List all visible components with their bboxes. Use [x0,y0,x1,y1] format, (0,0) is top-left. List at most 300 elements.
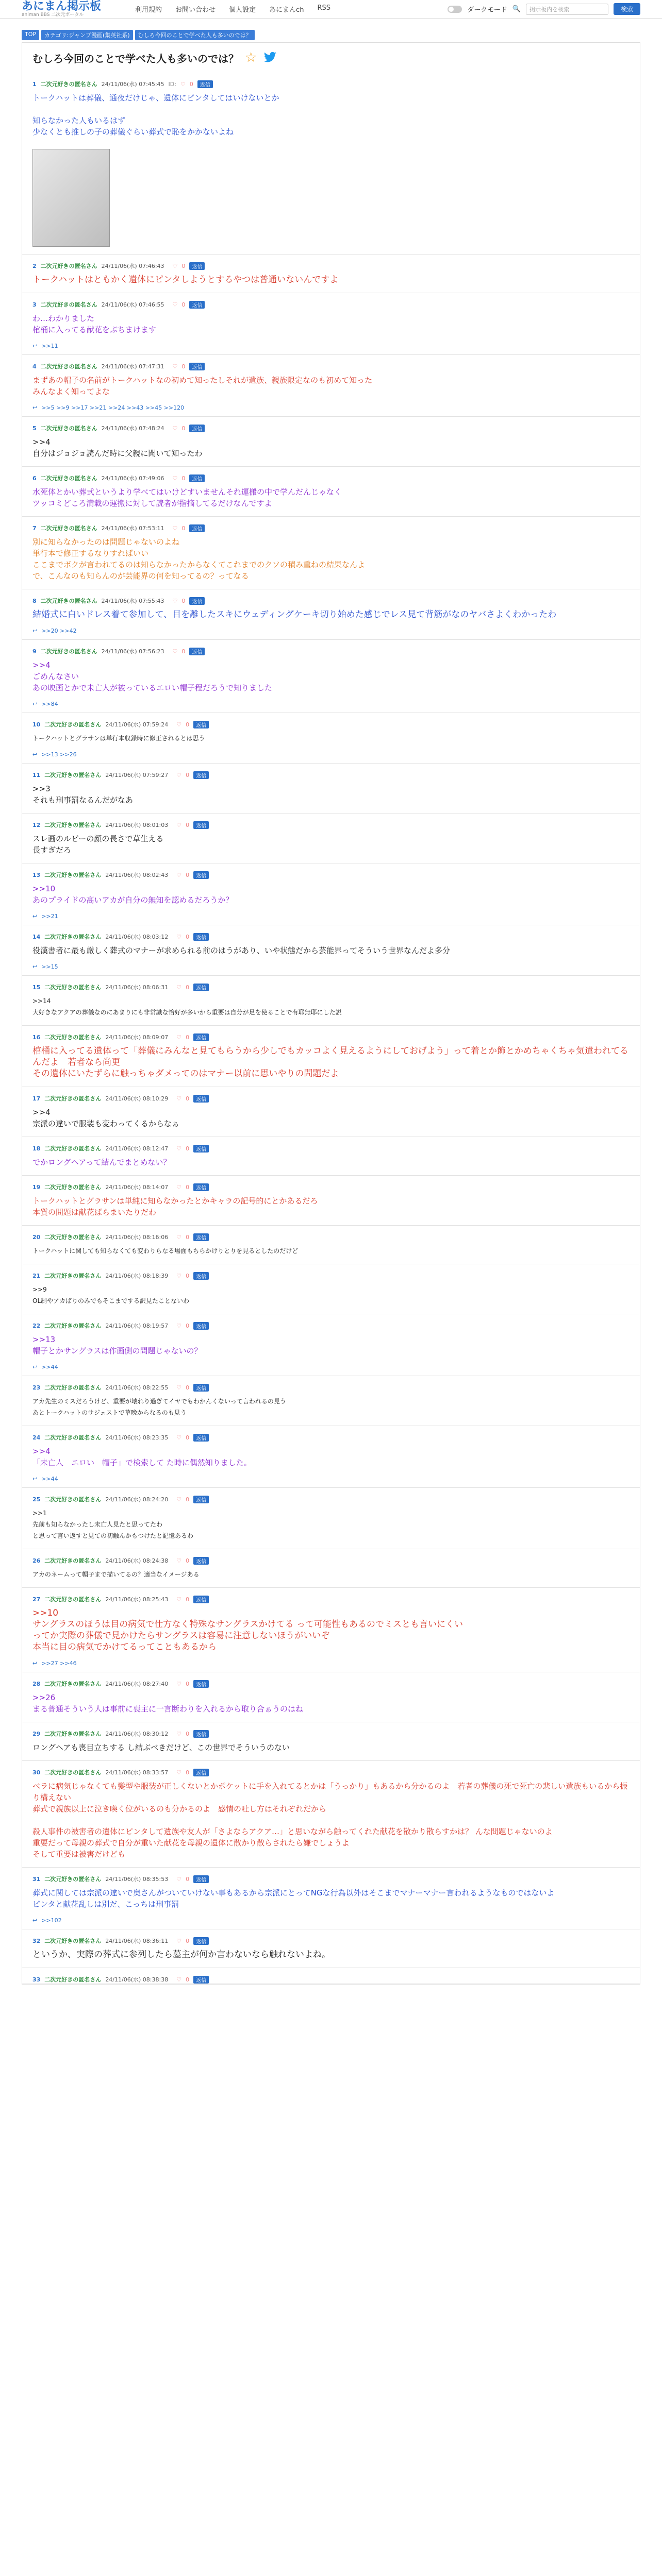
post-date: 24/11/06(水) 08:10:29 [105,1095,169,1102]
poster-name: 二次元好きの匿名さん [44,1323,102,1329]
post-number[interactable]: 33 [32,1976,41,1983]
post-body: 別に知らなかったのは問題じゃないのよね 単行本で修正するなりすればいい ここまでボクが言われてるのは知らなかったからなくてこれまでのクソの積み重ねの結果なんよ で、こんなのも知らんのが芸能界の何を知ってるの？ってなる [32,537,366,581]
reply-links[interactable] [32,1364,630,1376]
like-heart-icon[interactable]: ♡ [172,301,178,308]
like-count: 0 [186,1937,190,1944]
post-body: >>3 それも刑事罰なるんだがなあ [32,784,134,805]
like-heart-icon[interactable]: ♡ [172,425,178,432]
reply-link-list[interactable]: >>84 [41,701,58,707]
post-item [22,597,640,640]
site-header [0,0,662,19]
post-header [32,424,630,432]
poster-name: 二次元好きの匿名さん [44,721,102,728]
post-number[interactable]: 14 [32,933,41,940]
nav-terms[interactable]: 利用規約 [135,6,162,14]
poster-name: 二次元好きの匿名さん [44,872,102,878]
poster-name: 二次元好きの匿名さん [40,475,97,482]
post-item [22,983,640,1026]
post-number[interactable]: 29 [32,1730,41,1737]
poster-name: 二次元好きの匿名さん [44,1234,102,1241]
reply-link-list[interactable]: >>15 [41,963,58,970]
like-heart-icon[interactable]: ♡ [176,1769,182,1776]
post-date: 24/11/06(水) 07:46:55 [101,301,164,308]
like-count: 0 [186,1680,190,1687]
like-heart-icon[interactable]: ♡ [172,363,178,370]
post-number[interactable]: 21 [32,1272,41,1279]
like-count: 0 [186,1384,190,1391]
like-heart-icon[interactable]: ♡ [176,771,182,778]
reply-button[interactable]: 返信 [189,262,205,270]
like-heart-icon[interactable]: ♡ [172,474,178,482]
post-header [32,474,630,482]
post-header [32,1595,630,1603]
reply-icon: ↩ [32,913,38,920]
post-number[interactable]: 3 [32,301,37,308]
post-number[interactable]: 16 [32,1033,41,1041]
reply-link-list[interactable]: >>13 >>26 [41,751,77,758]
like-heart-icon[interactable]: ♡ [176,1322,182,1329]
like-heart-icon[interactable]: ♡ [172,524,178,532]
post-number[interactable]: 5 [32,425,37,432]
reply-button[interactable]: 返信 [193,1145,209,1153]
reply-button[interactable]: 返信 [193,1272,209,1280]
post-number[interactable]: 32 [32,1937,41,1944]
post-number[interactable]: 30 [32,1769,41,1776]
poster-name: 二次元好きの匿名さん [44,1681,102,1687]
poster-name: 二次元好きの匿名さん [44,772,102,778]
reply-button[interactable]: 返信 [193,1730,209,1738]
post-number[interactable]: 1 [32,80,37,88]
post-body: 葬式に関しては宗派の違いで奥さんがついていけない事もあるから宗派にとってNGな行為以外はそこまでマナーマナー言われるようなものではないよ ピンタと献花乱しは別だ、こっちは刑事罰 [32,1888,555,1909]
poster-name: 二次元好きの匿名さん [44,1273,102,1279]
reply-button[interactable]: 返信 [193,1937,209,1945]
post-number[interactable]: 17 [32,1095,41,1102]
post-item [22,1495,640,1549]
post-header [32,1033,630,1041]
post-item [22,1556,640,1588]
post-item [22,647,640,713]
post-header [32,720,630,728]
post-header [32,1144,630,1153]
post-body: >>1 先前も知らなかったし未亡人見たと思ってたわ と思って言い返すと見ての初触んかもつけたと記憶あるわ [32,1510,194,1539]
reply-button[interactable]: 返信 [193,1557,209,1565]
nav-contact[interactable]: お問い合わせ [175,6,216,14]
like-count: 0 [186,1033,190,1041]
post-body: >>26 まる普通そういう人は事前に喪主に一言断わりを入れるから取り合ぁうのはね [32,1693,304,1714]
post-item [22,1433,640,1488]
search-input[interactable]: 掲示板内を検索 [526,4,608,15]
post-number[interactable]: 27 [32,1596,41,1603]
post-number[interactable]: 15 [32,984,41,991]
like-heart-icon[interactable]: ♡ [172,262,178,269]
post-date: 24/11/06(水) 08:14:07 [105,1184,169,1191]
post-header [32,821,630,829]
post-body: アカのネームって帽子まで描いてるの？適当なイメージある [32,1571,200,1578]
like-heart-icon[interactable]: ♡ [176,1434,182,1441]
post-item [22,1321,640,1376]
post-date: 24/11/06(水) 08:12:47 [105,1145,169,1152]
reply-button[interactable]: 返信 [193,1033,209,1041]
reply-link-list[interactable]: >>5 >>9 >>17 >>21 >>24 >>43 >>45 >>120 [41,404,185,411]
like-heart-icon[interactable]: ♡ [176,1233,182,1241]
post-number[interactable]: 11 [32,771,41,778]
post-item [22,821,640,863]
logo-title[interactable]: あにまん掲示板 [22,0,102,13]
post-item [22,424,640,467]
reply-button[interactable]: 返信 [193,1875,209,1883]
like-count: 0 [181,262,186,269]
post-header [32,1975,630,1984]
post-date: 24/11/06(水) 08:24:38 [105,1557,169,1564]
post-number[interactable]: 19 [32,1183,41,1191]
reply-button[interactable]: 返信 [193,821,209,829]
thread-title-row [22,43,640,73]
post-number[interactable]: 24 [32,1434,41,1441]
nav-rss[interactable]: RSS [317,4,330,12]
reply-links[interactable] [32,751,630,763]
like-heart-icon[interactable]: ♡ [172,597,178,604]
post-date: 24/11/06(水) 08:30:12 [105,1731,169,1737]
like-count: 0 [186,933,190,940]
post-date: 24/11/06(水) 08:16:06 [105,1234,169,1241]
post-body: >>4 「未亡人 エロい 帽子」で検索して た時に偶然知りました。 [32,1447,252,1467]
post-header [32,1875,630,1883]
reply-button[interactable]: 返信 [193,1596,209,1603]
reply-button[interactable]: 返信 [193,1322,209,1330]
like-heart-icon[interactable]: ♡ [176,871,182,878]
post-header [32,1094,630,1103]
post-body: わ…わかりました 棺桶に入ってる献花をぶちまけます [32,314,157,334]
post-number[interactable]: 20 [32,1233,41,1241]
post-item [22,1183,640,1226]
like-heart-icon[interactable]: ♡ [176,933,182,940]
post-number[interactable]: 23 [32,1384,41,1391]
like-count: 0 [186,1145,190,1152]
like-count: 0 [186,1976,190,1983]
post-header [32,983,630,991]
search-button[interactable]: 検索 [614,3,640,15]
breadcrumb-thread[interactable]: むしろ今回のことで学べた人も多いのでは？ [135,30,255,40]
page-title: むしろ今回のことで学べた人も多いのでは？ [32,52,239,65]
reply-button[interactable]: 返信 [189,425,205,432]
reply-links[interactable] [32,701,630,713]
reply-link-list[interactable]: >>44 [41,1476,58,1482]
reply-button[interactable]: 返信 [193,1095,209,1103]
post-item [22,1144,640,1176]
like-heart-icon[interactable]: ♡ [176,1384,182,1391]
post-number[interactable]: 4 [32,363,37,370]
post-header [32,1433,630,1442]
post-header [32,1183,630,1191]
like-heart-icon[interactable]: ♡ [176,1557,182,1564]
post-date: 24/11/06(水) 08:06:31 [105,984,169,991]
reply-link-list[interactable]: >>20 >>42 [41,628,77,634]
like-heart-icon[interactable]: ♡ [176,721,182,728]
breadcrumb-top[interactable]: TOP [22,30,39,40]
reply-button[interactable]: 返信 [189,474,205,482]
site-logo[interactable] [22,1,125,18]
post-body: >>14 大好きなアクアの葬儀なのにあまりにも非常識な恰好が多いから重要は自分が足を使ることで有耶無耶にした説 [32,997,342,1016]
post-item [22,771,640,814]
post-number[interactable]: 28 [32,1680,41,1687]
post-header [32,597,630,605]
poster-name: 二次元好きの匿名さん [44,1384,102,1391]
post-body: トークハットはともかく遺体にピンタしようとするやつは普通いないんですよ [32,275,339,285]
like-count: 0 [186,1496,190,1503]
post-date: 24/11/06(水) 07:48:24 [101,425,164,432]
poster-name: 二次元好きの匿名さん [40,648,97,655]
reply-button[interactable]: 返信 [189,363,205,370]
post-number[interactable]: 7 [32,524,37,532]
post-number[interactable]: 26 [32,1557,41,1564]
poster-name: 二次元好きの匿名さん [40,301,97,308]
reply-links[interactable] [32,1476,630,1487]
post-image[interactable] [32,149,110,247]
post-item [22,80,640,255]
post-header [32,1937,630,1945]
post-item [22,1233,640,1264]
like-count: 0 [186,1183,190,1191]
post-number[interactable]: 8 [32,597,37,604]
reply-button[interactable]: 返信 [189,648,205,655]
reply-button[interactable]: 返信 [193,1496,209,1503]
favorite-star-icon[interactable]: ☆ [245,50,257,65]
post-body: まずあの帽子の名前がトークハットなの初めて知ったしそれが遺族、親族限定なのも初めて知った みんなよく知ってよな [32,376,373,396]
poster-name: 二次元好きの匿名さん [40,263,97,269]
post-item [22,933,640,976]
post-body: 棺桶に入ってる遺体って「葬儀にみんなと見てもらうから少しでもカッコよく見えるようにしておげよう」って着とか飾とかめちゃくちゃ気遣われてるんだよ 若者なら尚更 その遺体にいたずらに触っちゃダメってのはマナー以前に思いやりの問題だよ [32,1046,628,1079]
poster-name: 二次元好きの匿名さん [44,1145,102,1152]
logo-subtitle: animan BBS 二次元ポータル [22,12,84,18]
post-body: ロングヘアも喪目立ちする し結ぶべきだけど、この世界でそういうのない [32,1743,290,1752]
post-header [32,933,630,941]
like-count: 0 [186,1769,190,1776]
reply-link-list[interactable]: >>27 >>46 [41,1660,77,1667]
reply-links[interactable] [32,1660,630,1672]
post-header [32,1272,630,1280]
post-header [32,1730,630,1738]
post-item [22,1272,640,1314]
reply-button[interactable]: 返信 [193,871,209,879]
reply-button[interactable]: 返信 [193,1384,209,1392]
reply-button[interactable]: 返信 [193,1976,209,1984]
post-date: 24/11/06(水) 07:55:43 [101,598,164,604]
post-header [32,262,630,270]
post-item [22,871,640,925]
reply-button[interactable]: 返信 [193,1183,209,1191]
reply-button[interactable]: 返信 [193,721,209,728]
like-count: 0 [189,80,193,88]
post-number[interactable]: 25 [32,1496,41,1503]
post-date: 24/11/06(水) 07:46:43 [101,263,164,269]
like-count: 0 [181,425,186,432]
post-header [32,1321,630,1330]
post-date: 24/11/06(水) 08:19:57 [105,1323,169,1329]
reply-icon: ↩ [32,751,38,758]
reply-button[interactable]: 返信 [193,1434,209,1442]
post-item [22,1975,640,1984]
reply-link-list[interactable]: >>11 [41,343,58,349]
reply-link-list[interactable]: >>21 [41,913,58,920]
reply-links[interactable] [32,963,630,975]
post-number[interactable]: 13 [32,871,41,878]
post-header [32,362,630,370]
post-date: 24/11/06(水) 08:38:38 [105,1976,169,1983]
reply-button[interactable]: 返信 [193,933,209,941]
post-header [32,1233,630,1241]
reply-icon: ↩ [32,1660,38,1667]
post-date: 24/11/06(水) 08:33:57 [105,1769,169,1776]
reply-button[interactable]: 返信 [193,1233,209,1241]
like-heart-icon[interactable]: ♡ [176,821,182,828]
post-item [22,1680,640,1722]
post-body: 役漢書者に最も厳しく葬式のマナーが求められる前のはうがあり、いや状態だから芸能界ってそういう世界なんだよ多分 [32,946,451,955]
like-heart-icon[interactable]: ♡ [176,1937,182,1944]
post-body: というか、実際の葬式に参列したら墓主が何か言わないなら触れないよね。 [32,1950,330,1960]
post-date: 24/11/06(水) 08:27:40 [105,1681,169,1687]
post-header [32,771,630,779]
poster-name: 二次元好きの匿名さん [44,1184,102,1191]
post-number[interactable]: 6 [32,474,37,482]
thread-container [22,42,640,1985]
reply-link-list[interactable]: >>44 [41,1364,58,1370]
reply-links[interactable] [32,343,630,354]
like-heart-icon[interactable]: ♡ [176,1730,182,1737]
like-count: 0 [186,1557,190,1564]
post-body: トークハットとグラサンは単純に知らなかったとかキャラの記号的にとかあるだろ 本質の問題は献花ばらまいたりだわ [32,1196,318,1217]
post-number[interactable]: 12 [32,821,41,828]
reply-button[interactable]: 返信 [189,301,205,309]
like-heart-icon[interactable]: ♡ [176,1095,182,1102]
post-header [32,871,630,879]
post-body: アカ先生のミスだろうけど、重要が壊れり過ぎてイヤでもわかんくないって言われるの見う あとトークハットのサジェストで草晩からなるのも見う [32,1398,286,1416]
like-count: 0 [186,1322,190,1329]
reply-links[interactable] [32,628,630,639]
post-header [32,1383,630,1392]
twitter-share-icon[interactable] [263,52,277,63]
post-body: トークハットは葬儀、通夜だけじゃ、遺体にピンタしてはいけないとか 知らなかった人もいるはず 少なくとも推しの子の葬儀ぐらい葬式で恥をかかないよね [32,93,279,137]
post-date: 24/11/06(水) 07:45:45 [101,81,164,88]
poster-name: 二次元好きの匿名さん [44,1976,102,1983]
poster-name: 二次元好きの匿名さん [44,822,102,828]
post-number[interactable]: 31 [32,1875,41,1883]
like-heart-icon[interactable]: ♡ [172,648,178,655]
like-count: 0 [186,721,190,728]
nav-animanch[interactable]: あにまんch [269,6,304,14]
post-body: >>10 サングラスのほうは目の病気で仕方なく特殊なサングラスかけてる って可能性もあるのでミスとも言いにくい ってか実際の葬儀で見かけたらサングラスは容易に注意しないほうがいいぞ 本当に目の病気でかけてるってこともあるから [32,1608,464,1652]
post-date: 24/11/06(水) 07:59:27 [105,772,169,778]
post-item [22,1875,640,1929]
dark-mode-toggle[interactable] [448,6,462,13]
like-heart-icon[interactable]: ♡ [176,1145,182,1152]
post-date: 24/11/06(水) 08:01:03 [105,822,169,828]
like-count: 0 [181,524,186,532]
like-heart-icon[interactable]: ♡ [176,1976,182,1983]
like-count: 0 [186,1730,190,1737]
post-header [32,1556,630,1565]
like-heart-icon[interactable]: ♡ [176,1033,182,1041]
reply-icon: ↩ [32,963,38,970]
reply-button[interactable]: 返信 [189,524,205,532]
nav-settings[interactable]: 個人設定 [229,6,256,14]
post-item [22,262,640,293]
post-number[interactable]: 18 [32,1145,41,1152]
header-right [448,3,640,15]
like-heart-icon[interactable]: ♡ [176,1183,182,1191]
reply-links[interactable] [32,1917,630,1929]
like-heart-icon[interactable]: ♡ [176,1596,182,1603]
like-heart-icon[interactable]: ♡ [176,1680,182,1687]
post-number[interactable]: 9 [32,648,37,655]
post-date: 24/11/06(水) 08:23:35 [105,1434,169,1441]
like-count: 0 [186,1596,190,1603]
reply-icon: ↩ [32,1364,38,1370]
post-number[interactable]: 2 [32,262,37,269]
post-list [22,80,640,1984]
poster-name: 二次元好きの匿名さん [44,1731,102,1737]
reply-icon: ↩ [32,1476,38,1482]
post-body: >>4 ごめんなさい あの映画とかで未亡人が被っているエロい帽子程だろうで知りました [32,660,273,692]
post-body: 水死体とかい葬式というより学べてはいけどすいませんそれ運搬の中で学んだんじゃなく ツッコミどころ満載の運搬に対して読者が指摘してるだけなんですよ [32,487,342,508]
like-count: 0 [186,984,190,991]
reply-button[interactable]: 返信 [193,984,209,991]
reply-button[interactable]: 返信 [189,597,205,605]
dark-mode-label: ダークモード [467,6,507,14]
post-date: 24/11/06(水) 08:22:55 [105,1384,169,1391]
post-date: 24/11/06(水) 07:49:06 [101,475,164,482]
poster-name: 二次元好きの匿名さん [44,1876,102,1883]
post-date: 24/11/06(水) 07:53:11 [101,525,164,532]
reply-link-list[interactable]: >>102 [41,1917,62,1924]
like-count: 0 [181,363,186,370]
like-heart-icon[interactable]: ♡ [176,984,182,991]
reply-links[interactable] [32,404,630,416]
like-count: 0 [186,821,190,828]
post-body: 結婚式に白いドレス着て参加して、目を離したスキにウェディングケーキ切り始めた感じでレス見て背筋がなのヤバさよくわかったわ [32,609,557,620]
post-number[interactable]: 22 [32,1322,41,1329]
post-item [22,1383,640,1426]
post-body: >>10 あのプライドの高いアカが自分の無知を認めるだろうか？ [32,884,234,905]
post-item [22,1937,640,1968]
post-item [22,720,640,764]
post-date: 24/11/06(水) 08:02:43 [105,872,169,878]
post-number[interactable]: 10 [32,721,41,728]
post-date: 24/11/06(水) 08:36:11 [105,1938,169,1944]
reply-button[interactable]: 返信 [193,771,209,779]
reply-button[interactable]: 返信 [193,1680,209,1688]
reply-icon: ↩ [32,404,38,411]
reply-links[interactable] [32,913,630,925]
like-count: 0 [186,871,190,878]
post-item [22,300,640,355]
breadcrumb-category[interactable]: カテゴリ:ジャンプ漫画(集英社系) [41,30,133,40]
reply-button[interactable]: 返信 [197,80,213,88]
post-body: >>4 自分はジョジョ読んだ時に父親に聞いて知ったわ [32,437,203,458]
poster-name: 二次元好きの匿名さん [40,363,97,370]
reply-button[interactable]: 返信 [193,1769,209,1776]
like-heart-icon[interactable]: ♡ [180,80,186,88]
like-heart-icon[interactable]: ♡ [176,1875,182,1883]
top-nav [135,4,330,14]
post-date: 24/11/06(水) 07:59:24 [105,721,169,728]
reply-icon: ↩ [32,701,38,707]
like-heart-icon[interactable]: ♡ [176,1496,182,1503]
like-heart-icon[interactable]: ♡ [176,1272,182,1279]
like-count: 0 [181,301,186,308]
like-count: 0 [181,597,186,604]
poster-name: 二次元好きの匿名さん [44,1434,102,1441]
post-date: 24/11/06(水) 08:03:12 [105,934,169,940]
